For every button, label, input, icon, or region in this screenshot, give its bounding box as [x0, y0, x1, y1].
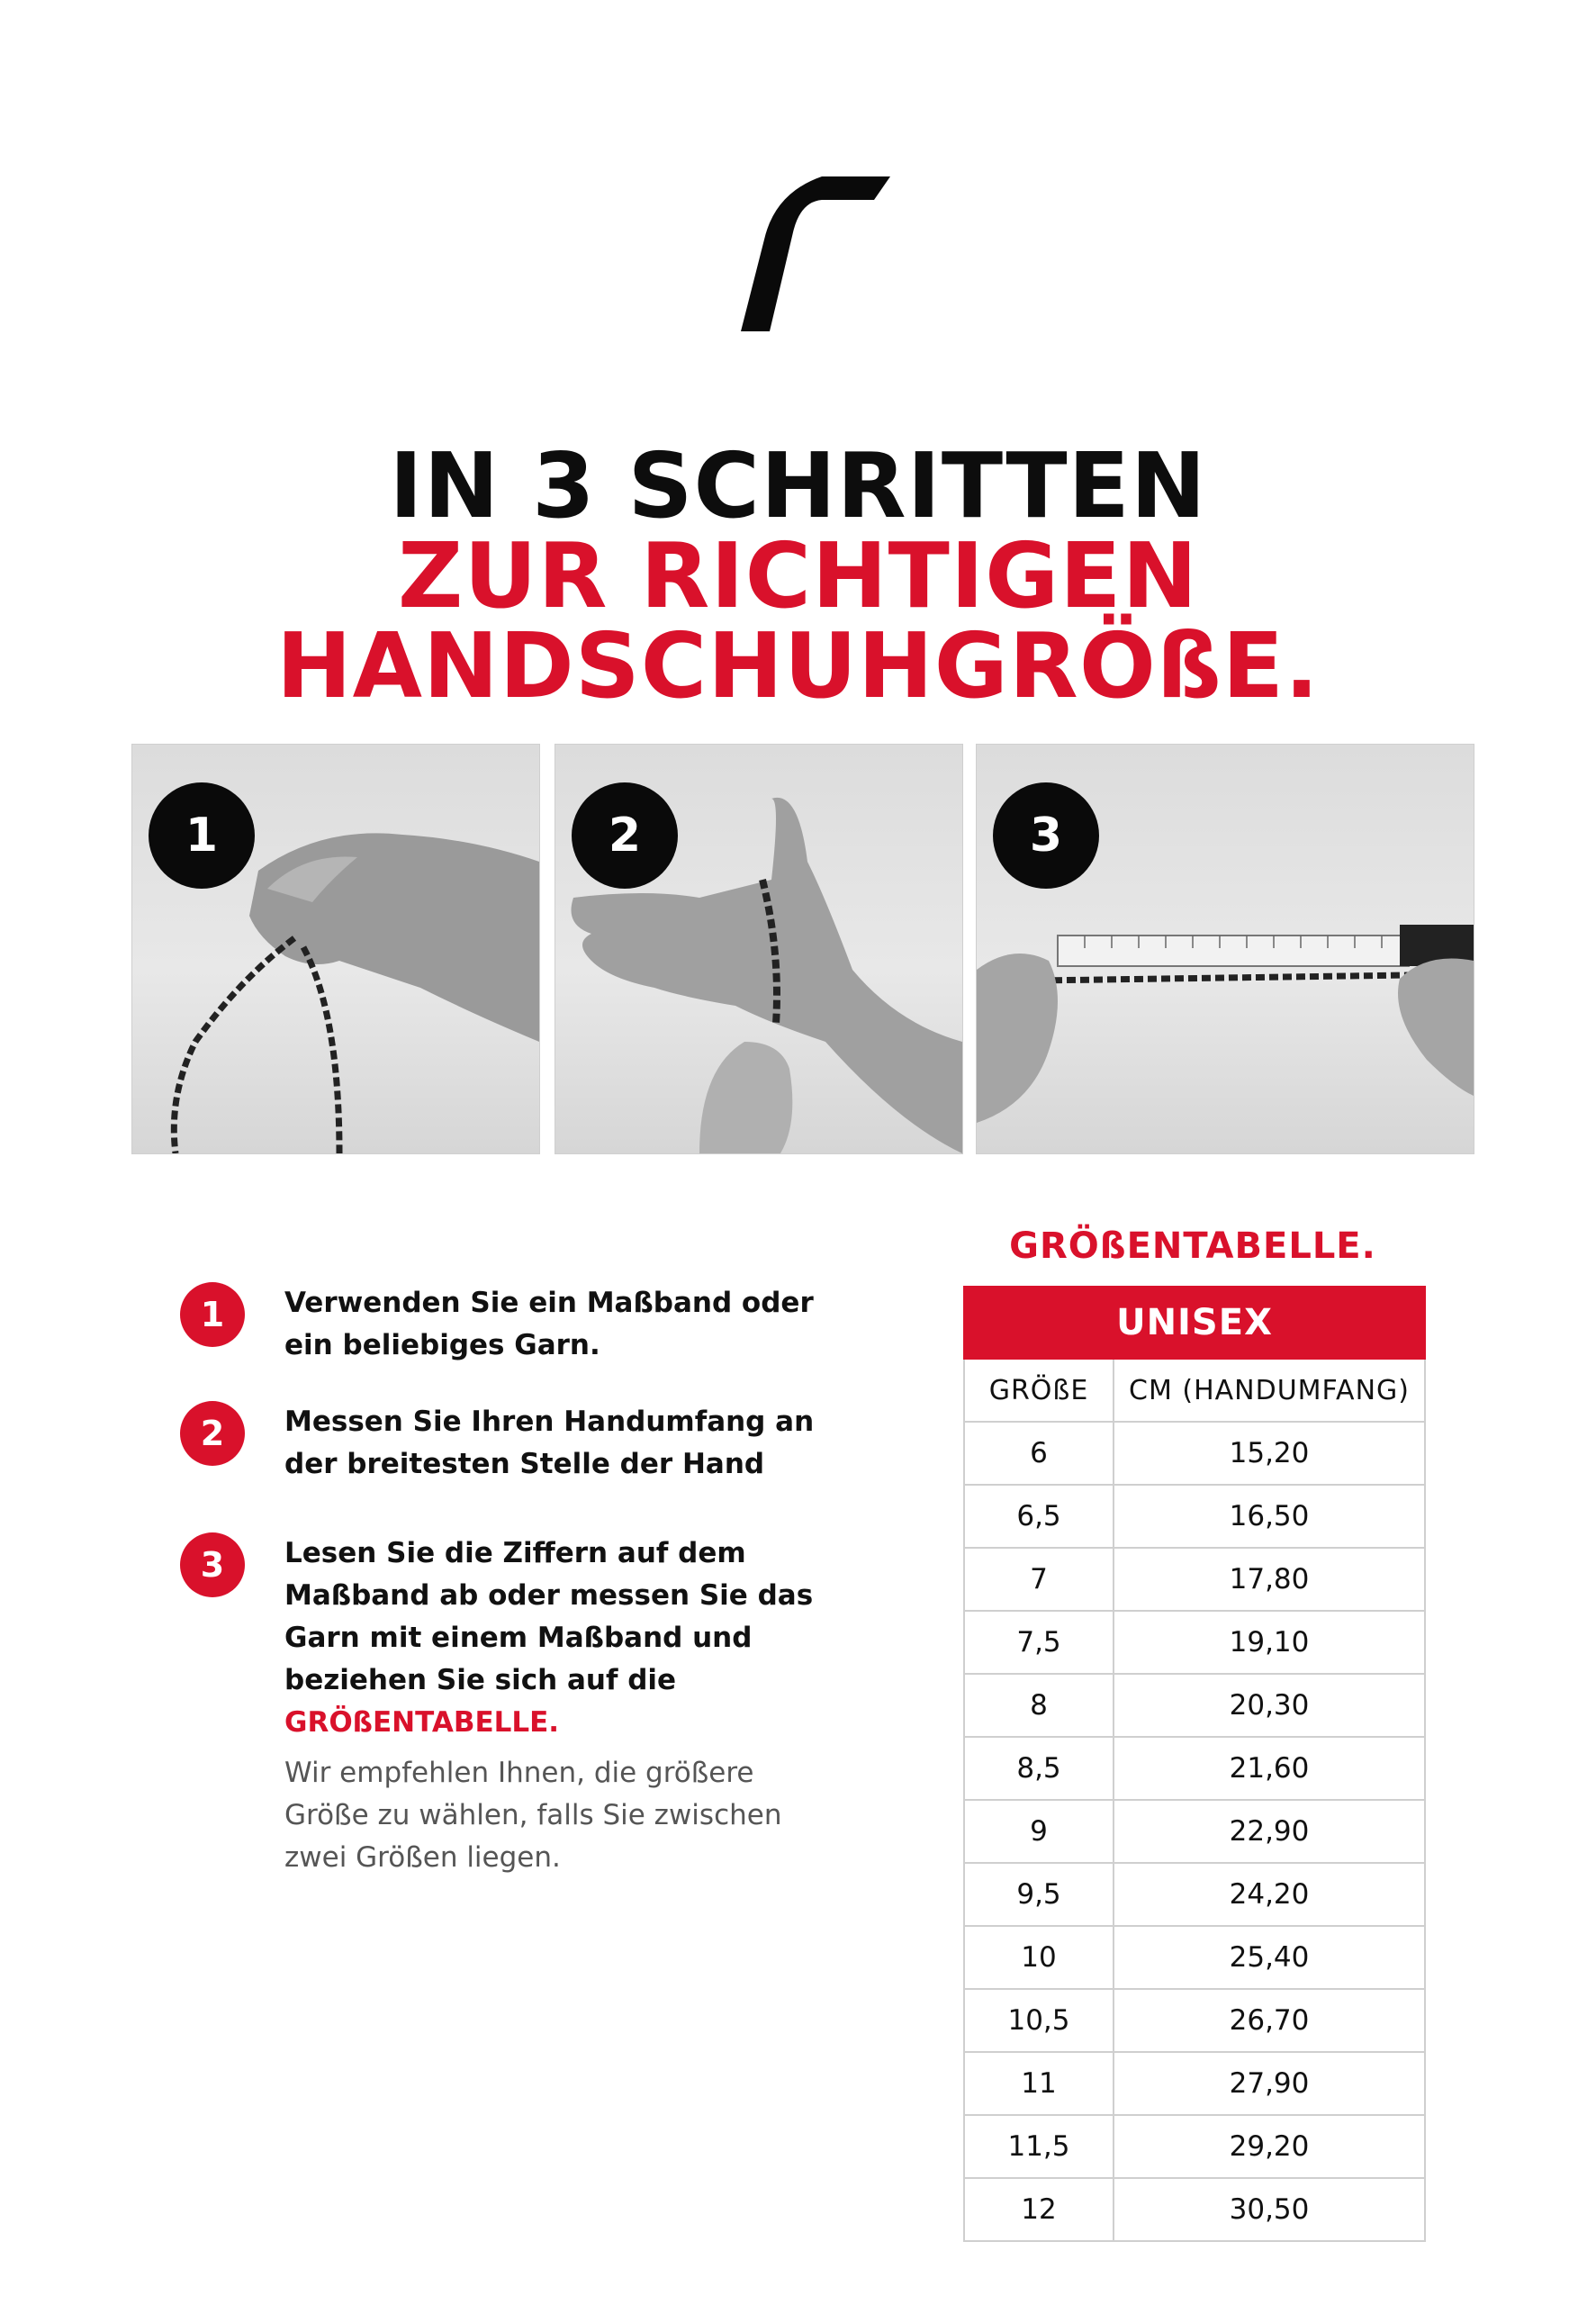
table-row [964, 1737, 1425, 1800]
step-photo-2 [555, 744, 963, 1154]
table-row [964, 1800, 1425, 1863]
recommendation-note: Wir empfehlen Ihnen, die größere Größe zu wählen, falls Sie zwischen zwei Größen liegen. [284, 1757, 782, 1874]
circumference-cell: 19,10 [1114, 1611, 1425, 1674]
table-row [964, 1863, 1425, 1926]
size-table-body [964, 1422, 1425, 2241]
table-row [964, 1989, 1425, 2052]
table-row [964, 1674, 1425, 1737]
step-badge-3: 3 [993, 782, 1099, 889]
circumference-column-header: CM (HANDUMFANG) [1114, 1359, 1425, 1422]
circumference-cell: 25,40 [1114, 1926, 1425, 1989]
size-table-group-header: UNISEX [964, 1287, 1425, 1359]
step-number-2: 2 [180, 1401, 245, 1466]
table-row [964, 1926, 1425, 1989]
size-cell: 7,5 [964, 1611, 1114, 1674]
size-cell: 12 [964, 2178, 1114, 2241]
circumference-cell: 17,80 [1114, 1548, 1425, 1611]
size-cell: 9 [964, 1800, 1114, 1863]
step-text-2: Messen Sie Ihren Handumfang an der breitesten Stelle der Hand [284, 1406, 815, 1480]
headline-line-3: HANDSCHUHGRÖßE. [275, 613, 1321, 719]
table-row [964, 1422, 1425, 1485]
size-column-header: GRÖßE [964, 1359, 1114, 1422]
size-cell: 10,5 [964, 1989, 1114, 2052]
circumference-cell: 27,90 [1114, 2052, 1425, 2115]
step-number-3: 3 [180, 1532, 245, 1597]
headline [0, 433, 1596, 719]
step-number-1: 1 [180, 1282, 245, 1347]
size-table-title: GRÖßENTABELLE. [1009, 1225, 1376, 1267]
step-3 [180, 1532, 882, 1744]
circumference-cell: 21,60 [1114, 1737, 1425, 1800]
size-cell: 11 [964, 2052, 1114, 2115]
table-row [964, 1485, 1425, 1548]
circumference-cell: 16,50 [1114, 1485, 1425, 1548]
step-text-3 [284, 1532, 861, 1744]
headline-line-2: ZUR RICHTIGEN [397, 523, 1199, 628]
step-1 [180, 1282, 882, 1367]
table-row [964, 2178, 1425, 2241]
size-cell: 8 [964, 1674, 1114, 1737]
size-cell: 7 [964, 1548, 1114, 1611]
size-table-link[interactable]: GRÖßENTABELLE. [284, 1706, 560, 1739]
circumference-cell: 15,20 [1114, 1422, 1425, 1485]
size-cell: 9,5 [964, 1863, 1114, 1926]
step-2 [180, 1401, 882, 1486]
instruction-steps [180, 1282, 882, 1778]
size-cell: 11,5 [964, 2115, 1114, 2178]
reusch-logo-icon [714, 176, 890, 331]
step-photo-1 [131, 744, 540, 1154]
size-cell: 8,5 [964, 1737, 1114, 1800]
size-cell: 6 [964, 1422, 1114, 1485]
size-cell: 6,5 [964, 1485, 1114, 1548]
circumference-cell: 20,30 [1114, 1674, 1425, 1737]
circumference-cell: 29,20 [1114, 2115, 1425, 2178]
table-row [964, 2052, 1425, 2115]
step-text-1: Verwenden Sie ein Maßband oder ein beliebiges Garn. [284, 1287, 814, 1361]
step-photo-3 [976, 744, 1474, 1154]
step-badge-2: 2 [572, 782, 678, 889]
size-table [963, 1286, 1426, 2242]
headline-line-1: IN 3 SCHRITTEN [389, 433, 1207, 538]
step-text-3-main: Lesen Sie die Ziffern auf dem Maßband ab oder messen Sie das Garn mit einem Maßband und beziehen Sie sich auf die [284, 1537, 814, 1696]
table-row [964, 1548, 1425, 1611]
step-badge-1: 1 [149, 782, 255, 889]
circumference-cell: 26,70 [1114, 1989, 1425, 2052]
circumference-cell: 30,50 [1114, 2178, 1425, 2241]
circumference-cell: 24,20 [1114, 1863, 1425, 1926]
circumference-cell: 22,90 [1114, 1800, 1425, 1863]
table-row [964, 1611, 1425, 1674]
size-cell: 10 [964, 1926, 1114, 1989]
table-row [964, 2115, 1425, 2178]
